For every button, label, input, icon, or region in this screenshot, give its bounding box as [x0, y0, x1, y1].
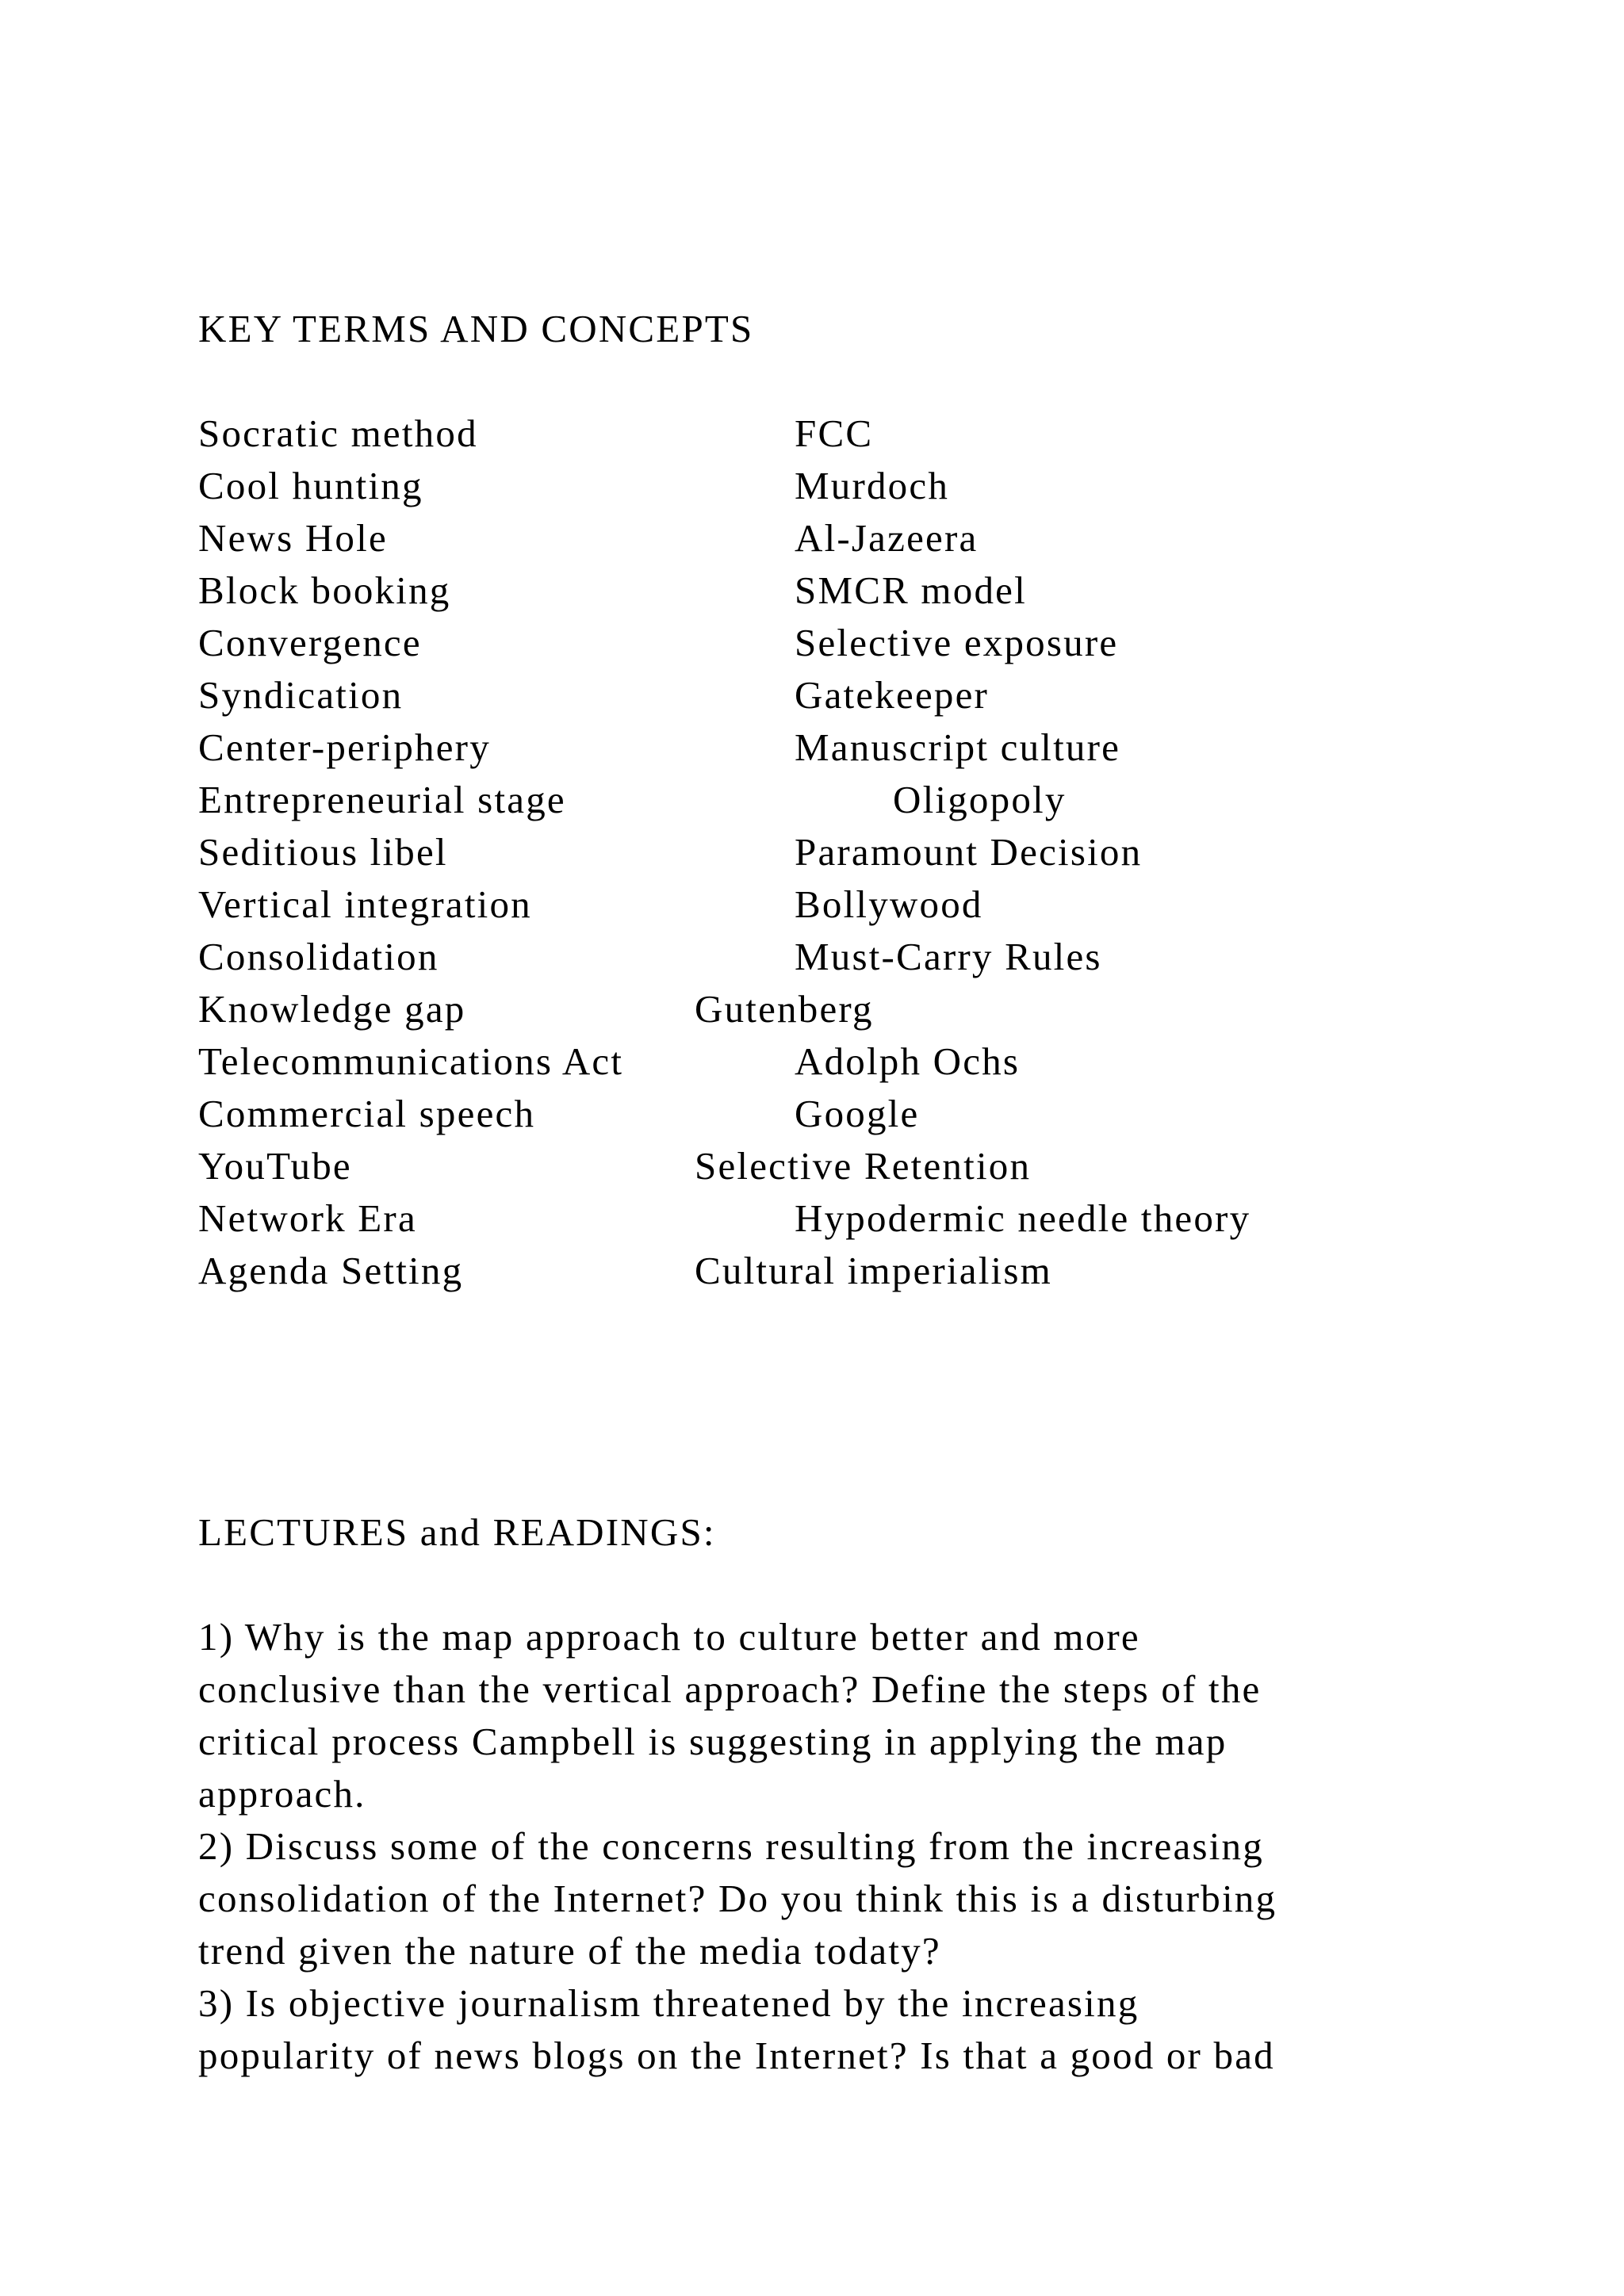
question-line: approach.	[198, 1772, 366, 1816]
question-line: consolidation of the Internet? Do you think this is a disturbing	[198, 1877, 1277, 1920]
question-line: 2) Discuss some of the concerns resulting from the increasing	[198, 1824, 1264, 1868]
term-left: Seditious libel	[198, 830, 448, 874]
term-left: Consolidation	[198, 935, 439, 978]
key-terms-heading: KEY TERMS AND CONCEPTS	[198, 307, 754, 350]
term-left: Convergence	[198, 621, 422, 664]
term-left: Telecommunications Act	[198, 1039, 624, 1083]
term-right: Gutenberg	[695, 987, 874, 1031]
term-left: Socratic method	[198, 411, 478, 455]
question-line: trend given the nature of the media todaty?	[198, 1929, 941, 1973]
term-right: Hypodermic needle theory	[795, 1196, 1251, 1240]
term-left: Syndication	[198, 673, 404, 717]
term-left: Agenda Setting	[198, 1249, 464, 1292]
term-right: Google	[795, 1092, 920, 1135]
term-left: Commercial speech	[198, 1092, 536, 1135]
term-left: YouTube	[198, 1144, 352, 1188]
term-right: Adolph Ochs	[795, 1039, 1021, 1083]
term-right: Gatekeeper	[795, 673, 990, 717]
term-right: Selective exposure	[795, 621, 1119, 664]
term-right: Cultural imperialism	[695, 1249, 1052, 1292]
term-left: Cool hunting	[198, 464, 423, 507]
term-left: News Hole	[198, 516, 388, 560]
question-line: 3) Is objective journalism threatened by the increasing	[198, 1981, 1139, 2025]
question-line: conclusive than the vertical approach? Define the steps of the	[198, 1667, 1262, 1711]
term-left: Knowledge gap	[198, 987, 466, 1031]
term-right: Bollywood	[795, 882, 983, 926]
term-left: Network Era	[198, 1196, 417, 1240]
question-line: critical process Campbell is suggesting in applying the map	[198, 1720, 1228, 1763]
term-right: Al-Jazeera	[795, 516, 979, 560]
term-left: Block booking	[198, 568, 451, 612]
term-right: Selective Retention	[695, 1144, 1032, 1188]
term-right: Oligopoly	[893, 778, 1067, 821]
term-left: Entrepreneurial stage	[198, 778, 566, 821]
term-right: Manuscript culture	[795, 725, 1121, 769]
question-line: popularity of news blogs on the Internet? Is that a good or bad	[198, 2034, 1275, 2077]
term-right: FCC	[795, 411, 874, 455]
term-left: Center-periphery	[198, 725, 491, 769]
question-line: 1) Why is the map approach to culture better and more	[198, 1615, 1140, 1659]
lectures-heading: LECTURES and READINGS:	[198, 1510, 716, 1554]
term-left: Vertical integration	[198, 882, 532, 926]
term-right: Murdoch	[795, 464, 950, 507]
term-right: Paramount Decision	[795, 830, 1143, 874]
term-right: Must-Carry Rules	[795, 935, 1102, 978]
term-right: SMCR model	[795, 568, 1027, 612]
